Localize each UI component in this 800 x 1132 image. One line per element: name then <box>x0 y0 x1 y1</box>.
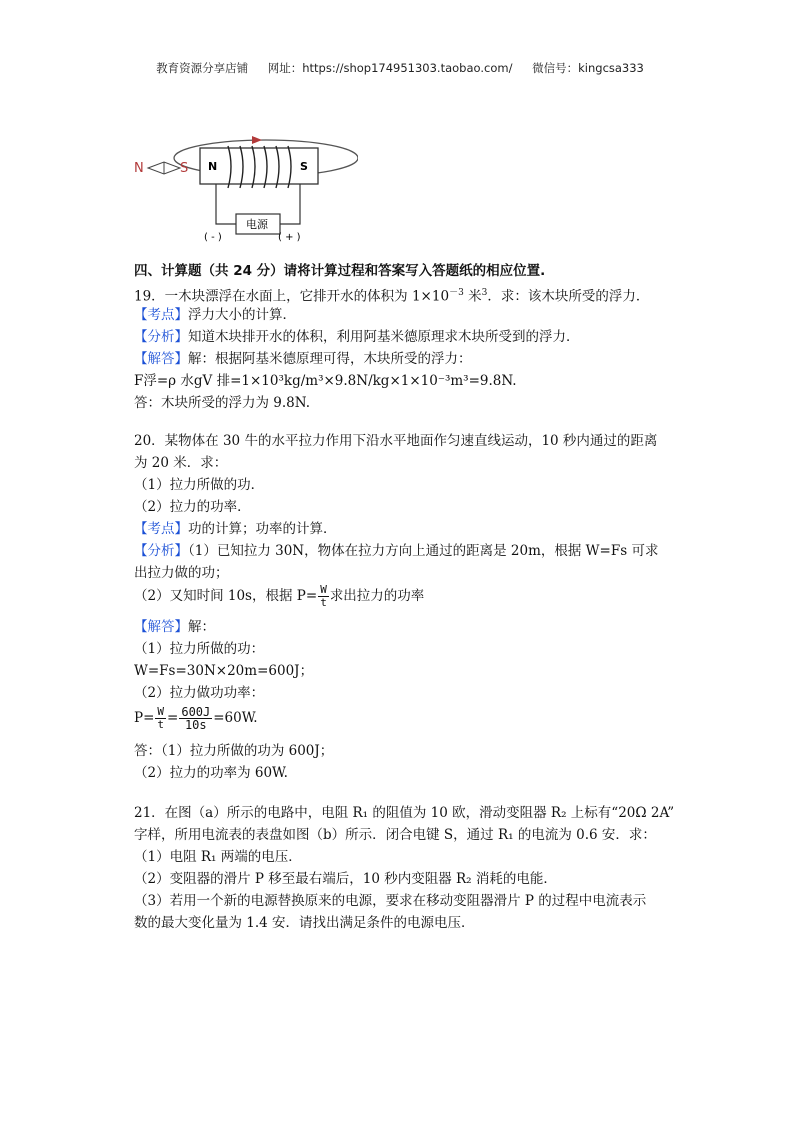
frac-den: 10s <box>184 718 207 732</box>
kaodian-tag: 【考点】 <box>134 307 188 323</box>
shop-url[interactable]: 网址：https://shop174951303.taobao.com/ <box>267 61 513 75</box>
frac-den: t <box>157 718 165 731</box>
q20-fenxi2 <box>134 584 424 609</box>
q20-part1: （1）拉力所做的功． <box>134 477 265 493</box>
electromagnet-diagram <box>128 128 358 244</box>
fraction-600j-10s <box>179 706 212 731</box>
plus-terminal: ( + ) <box>278 232 301 243</box>
wire-left <box>216 184 236 224</box>
fenxi2-a: （2）又知时间 10s，根据 P= <box>134 588 318 604</box>
frac-num: 600J <box>181 705 211 719</box>
q20-stem1: 20．某物体在 30 牛的水平拉力作用下沿水平地面作匀速直线运动，10 秒内通过的距离 <box>134 433 658 449</box>
q20-step1: （1）拉力所做的功： <box>134 641 265 657</box>
kaodian-text: 浮力大小的计算． <box>188 307 296 323</box>
fenxi-text1: （1）已知拉力 30N，物体在拉力方向上通过的距离是 20m，根据 W=Fs 可求 <box>188 543 659 559</box>
page-header <box>0 60 800 76</box>
shop-name: 教育资源分享店铺 <box>156 61 249 75</box>
q20-part2: （2）拉力的功率． <box>134 499 251 515</box>
q19-stem-c: ．求：该木块所受的浮力． <box>487 288 650 305</box>
q19-stem-a: 19．一木块漂浮在水面上，它排开水的体积为 1×10 <box>134 288 450 305</box>
section-heading: 四、计算题（共 24 分）请将计算过程和答案写入答题纸的相应位置. <box>134 263 546 279</box>
q19-stem-exp: －3 <box>449 288 464 298</box>
fenxi-tag: 【分析】 <box>134 329 188 345</box>
eq-sign: = <box>167 710 179 726</box>
fenxi-tag: 【分析】 <box>134 543 188 559</box>
q21-line2: 字样，所用电流表的表盘如图（b）所示．闭合电键 S，通过 R₁ 的电流为 0.6 安．求： <box>134 827 656 843</box>
q21-line3: （1）电阻 R₁ 两端的电压． <box>134 849 302 865</box>
power-label: 电源 <box>246 218 268 231</box>
jieda-text: 解：根据阿基米德原理可得，木块所受的浮力： <box>188 351 472 367</box>
fenxi-text: 知道木块排开水的体积，利用阿基米德原理求木块所受到的浮力． <box>188 329 580 345</box>
fraction-w-t <box>318 584 329 609</box>
needle-s-label: S <box>180 161 189 176</box>
q21-line6: 数的最大变化量为 1.4 安．请找出满足条件的电源电压． <box>134 915 475 931</box>
wechat-id: 微信号：kingcsa333 <box>532 61 644 75</box>
fraction-w-t <box>155 706 166 731</box>
wire-right <box>280 184 300 224</box>
eq-result: =60W. <box>213 710 258 726</box>
core-n-label: N <box>208 160 218 173</box>
q21-line1: 21．在图（a）所示的电路中，电阻 R₁ 的阻值为 10 欧，滑动变阻器 R₂ 上标有“20Ω 2A” <box>134 805 675 821</box>
q20-step2-eq <box>134 706 258 731</box>
jieda-tag: 【解答】 <box>134 351 188 367</box>
q19-stem-exp2: 3 <box>481 288 488 298</box>
q20-answer1: 答：（1）拉力所做的功为 600J； <box>134 743 334 759</box>
q19-fenxi <box>134 328 580 346</box>
frac-num: W <box>157 705 165 718</box>
q20-fenxi <box>134 542 658 560</box>
q19-formula: F浮=ρ 水gV 排=1×10³kg/m³×9.8N/kg×1×10⁻³m³=9.8N. <box>134 373 517 389</box>
q20-step2: （2）拉力做功功率： <box>134 685 265 701</box>
q19-jieda <box>134 350 472 368</box>
q20-jieda <box>134 618 215 636</box>
q20-fenxi-cont: 出拉力做的功； <box>134 565 229 581</box>
q21-line4: （2）变阻器的滑片 P 移至最右端后，10 秒内变阻器 R₂ 消耗的电能． <box>134 871 557 887</box>
minus-terminal: ( - ) <box>204 232 222 243</box>
q21-line5: （3）若用一个新的电源替换原来的电源，要求在移动变阻器滑片 P 的过程中电流表示 <box>134 893 647 909</box>
jieda-tag: 【解答】 <box>134 619 188 635</box>
core-s-label: S <box>300 160 308 173</box>
eq-p: P= <box>134 710 155 726</box>
frac-num: W <box>320 583 327 596</box>
q19-kaodian <box>134 306 296 324</box>
fenxi2-b: 求出拉力的功率 <box>329 588 425 604</box>
kaodian-tag: 【考点】 <box>134 521 188 537</box>
q20-kaodian <box>134 520 337 538</box>
q20-answer2: （2）拉力的功率为 60W. <box>134 765 288 781</box>
field-arrow-icon <box>252 136 262 144</box>
q19-stem <box>134 284 649 306</box>
q19-answer: 答：木块所受的浮力为 9.8N. <box>134 395 311 411</box>
q19-stem-b: 米 <box>463 288 482 305</box>
jieda-text: 解： <box>188 619 215 635</box>
frac-den: t <box>320 596 327 609</box>
q20-stem2: 为 20 米．求： <box>134 455 228 471</box>
kaodian-text: 功的计算；功率的计算． <box>188 521 337 537</box>
needle-n-label: N <box>134 161 144 176</box>
q20-step1-eq: W=Fs=30N×20m=600J； <box>134 663 314 679</box>
